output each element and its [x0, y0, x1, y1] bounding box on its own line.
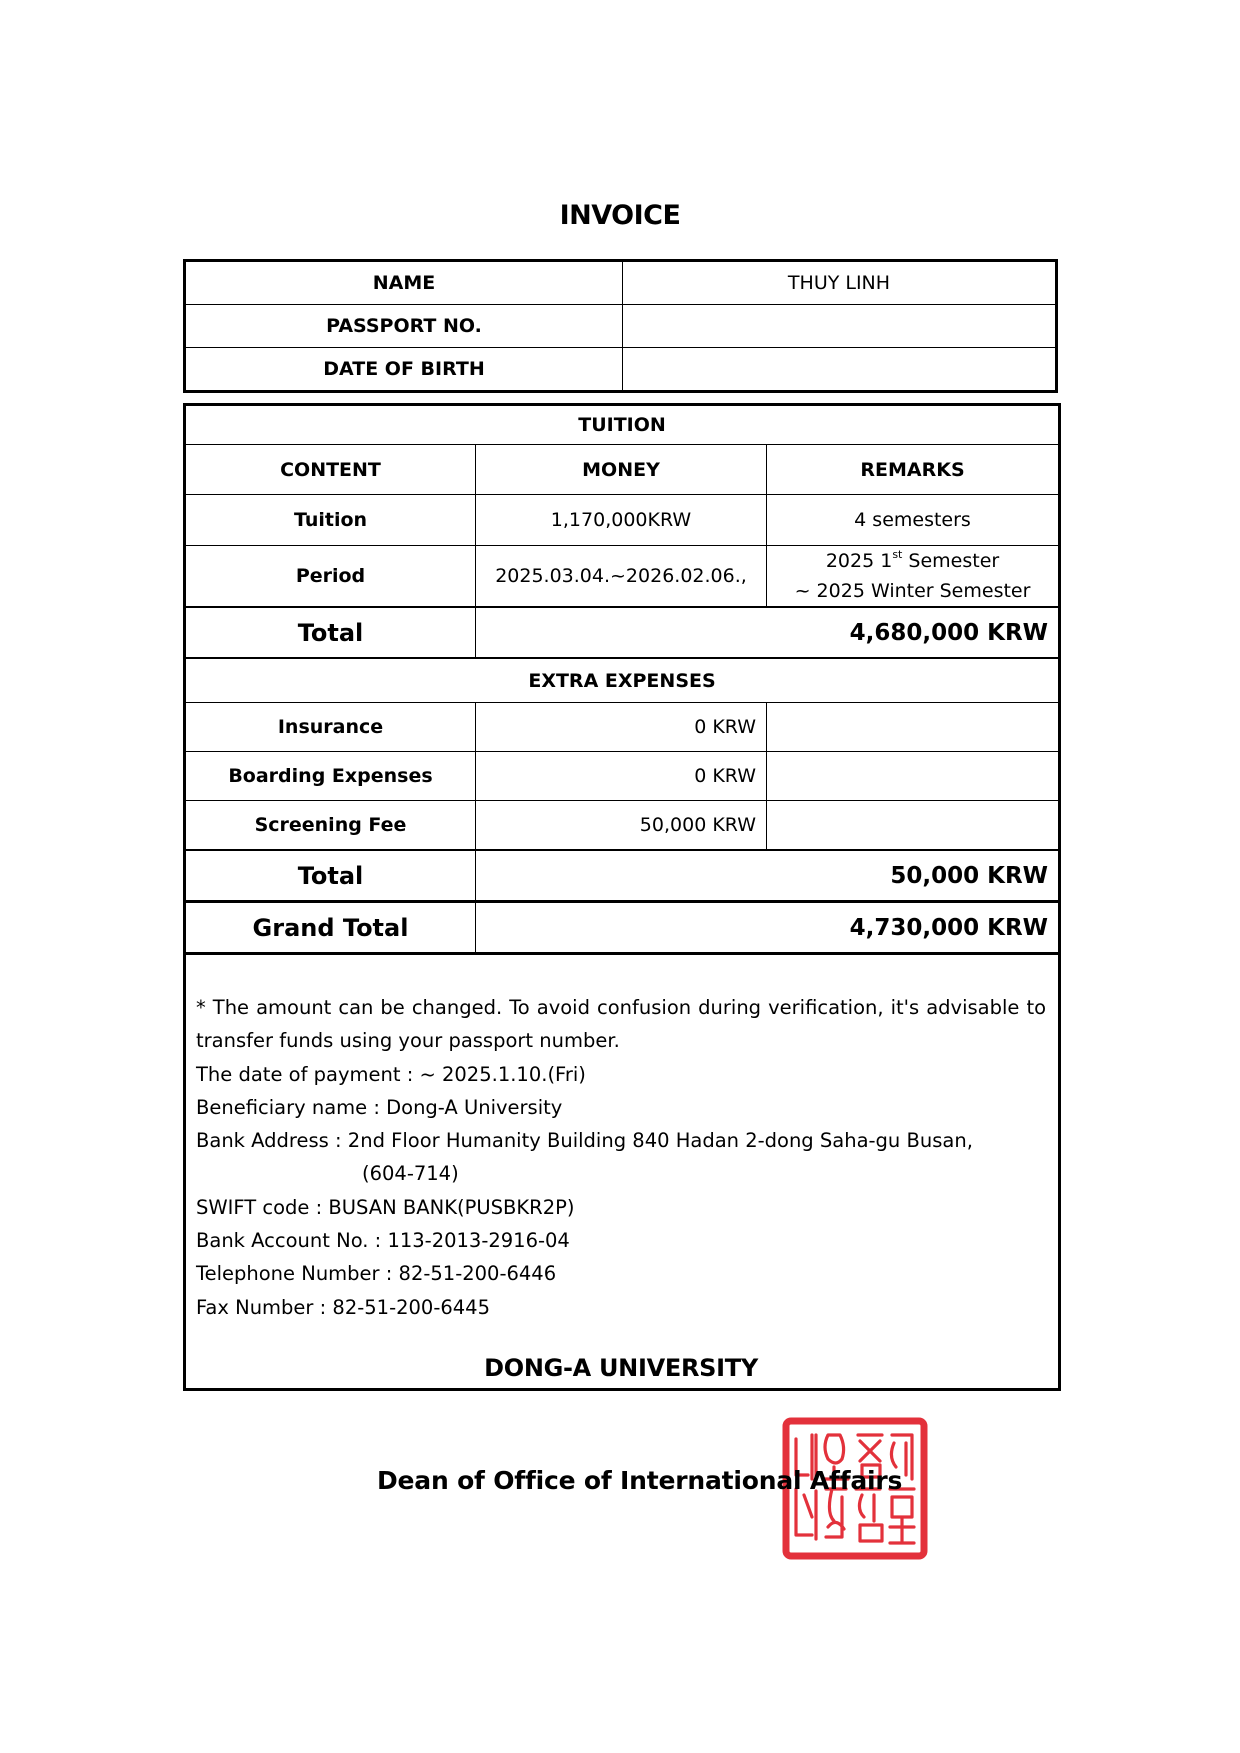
signatory-title: Dean of Office of International Affairs	[377, 1466, 903, 1495]
ordinal-suffix: st	[892, 548, 903, 561]
notes-row	[185, 954, 1060, 1390]
extra-total-label: Total	[185, 850, 476, 902]
tuition-money: 1,170,000KRW	[476, 495, 767, 546]
name-label: NAME	[185, 261, 623, 305]
insurance-money: 0 KRW	[476, 703, 767, 752]
extra-expenses-section-row	[185, 658, 1060, 703]
table-row	[185, 752, 1060, 801]
fees-table	[183, 403, 1061, 1391]
table-row	[185, 495, 1060, 546]
tuition-remarks: 4 semesters	[767, 495, 1060, 546]
table-row	[185, 546, 1060, 608]
grand-total-row	[185, 902, 1060, 954]
insurance-remarks	[767, 703, 1060, 752]
period-content: Period	[185, 546, 476, 608]
table-row	[185, 348, 1057, 392]
period-remarks-line2: ~ 2025 Winter Semester	[794, 580, 1031, 602]
column-header-money: MONEY	[476, 445, 767, 495]
boarding-remarks	[767, 752, 1060, 801]
table-row	[185, 801, 1060, 851]
insurance-content: Insurance	[185, 703, 476, 752]
boarding-money: 0 KRW	[476, 752, 767, 801]
dob-value	[623, 348, 1057, 392]
column-header-remarks: REMARKS	[767, 445, 1060, 495]
table-row	[185, 261, 1057, 305]
tuition-section-row	[185, 405, 1060, 445]
grand-total-value: 4,730,000 KRW	[476, 902, 1060, 954]
period-remarks-line1	[767, 546, 1058, 576]
column-header-row	[185, 445, 1060, 495]
dob-label: DATE OF BIRTH	[185, 348, 623, 392]
payment-date: The date of payment : ~ 2025.1.10.(Fri)	[196, 1062, 586, 1086]
column-header-content: CONTENT	[185, 445, 476, 495]
grand-total-label: Grand Total	[185, 902, 476, 954]
period-remarks-prefix: 2025 1	[825, 550, 893, 572]
notes-cell	[185, 954, 1060, 1390]
extra-total-value: 50,000 KRW	[476, 850, 1060, 902]
period-remarks-suffix: Semester	[902, 550, 1000, 572]
boarding-content: Boarding Expenses	[185, 752, 476, 801]
bank-address: Bank Address : 2nd Floor Humanity Building 840 Hadan 2-dong Saha-gu Busan,	[196, 1129, 973, 1153]
disclaimer-note: * The amount can be changed. To avoid confusion during verification, it's advisable to transfer funds using your passport number.	[196, 996, 1047, 1053]
table-row	[185, 703, 1060, 752]
fax-number: Fax Number : 82-51-200-6445	[196, 1295, 490, 1319]
extra-total-row	[185, 850, 1060, 902]
passport-label: PASSPORT NO.	[185, 305, 623, 348]
screening-money: 50,000 KRW	[476, 801, 767, 851]
bank-account: Bank Account No. : 113-2013-2916-04	[196, 1229, 570, 1253]
tuition-section-title: TUITION	[185, 405, 1060, 445]
period-remarks	[767, 546, 1060, 608]
student-info-table	[183, 259, 1058, 393]
passport-value	[623, 305, 1057, 348]
tuition-total-value: 4,680,000 KRW	[476, 607, 1060, 658]
table-row	[185, 305, 1057, 348]
tuition-total-label: Total	[185, 607, 476, 658]
screening-remarks	[767, 801, 1060, 851]
beneficiary-name: Beneficiary name : Dong-A University	[196, 1095, 563, 1119]
name-value: THUY LINH	[623, 261, 1057, 305]
swift-code: SWIFT code : BUSAN BANK(PUSBKR2P)	[196, 1195, 575, 1219]
bank-address-postal: (604-714)	[362, 1162, 459, 1186]
tuition-total-row	[185, 607, 1060, 658]
telephone-number: Telephone Number : 82-51-200-6446	[196, 1262, 557, 1286]
university-name: DONG-A UNIVERSITY	[484, 1353, 758, 1382]
screening-content: Screening Fee	[185, 801, 476, 851]
period-money: 2025.03.04.~2026.02.06.,	[476, 546, 767, 608]
tuition-content: Tuition	[185, 495, 476, 546]
extra-expenses-title: EXTRA EXPENSES	[185, 658, 1060, 703]
invoice-title: INVOICE	[559, 200, 681, 231]
